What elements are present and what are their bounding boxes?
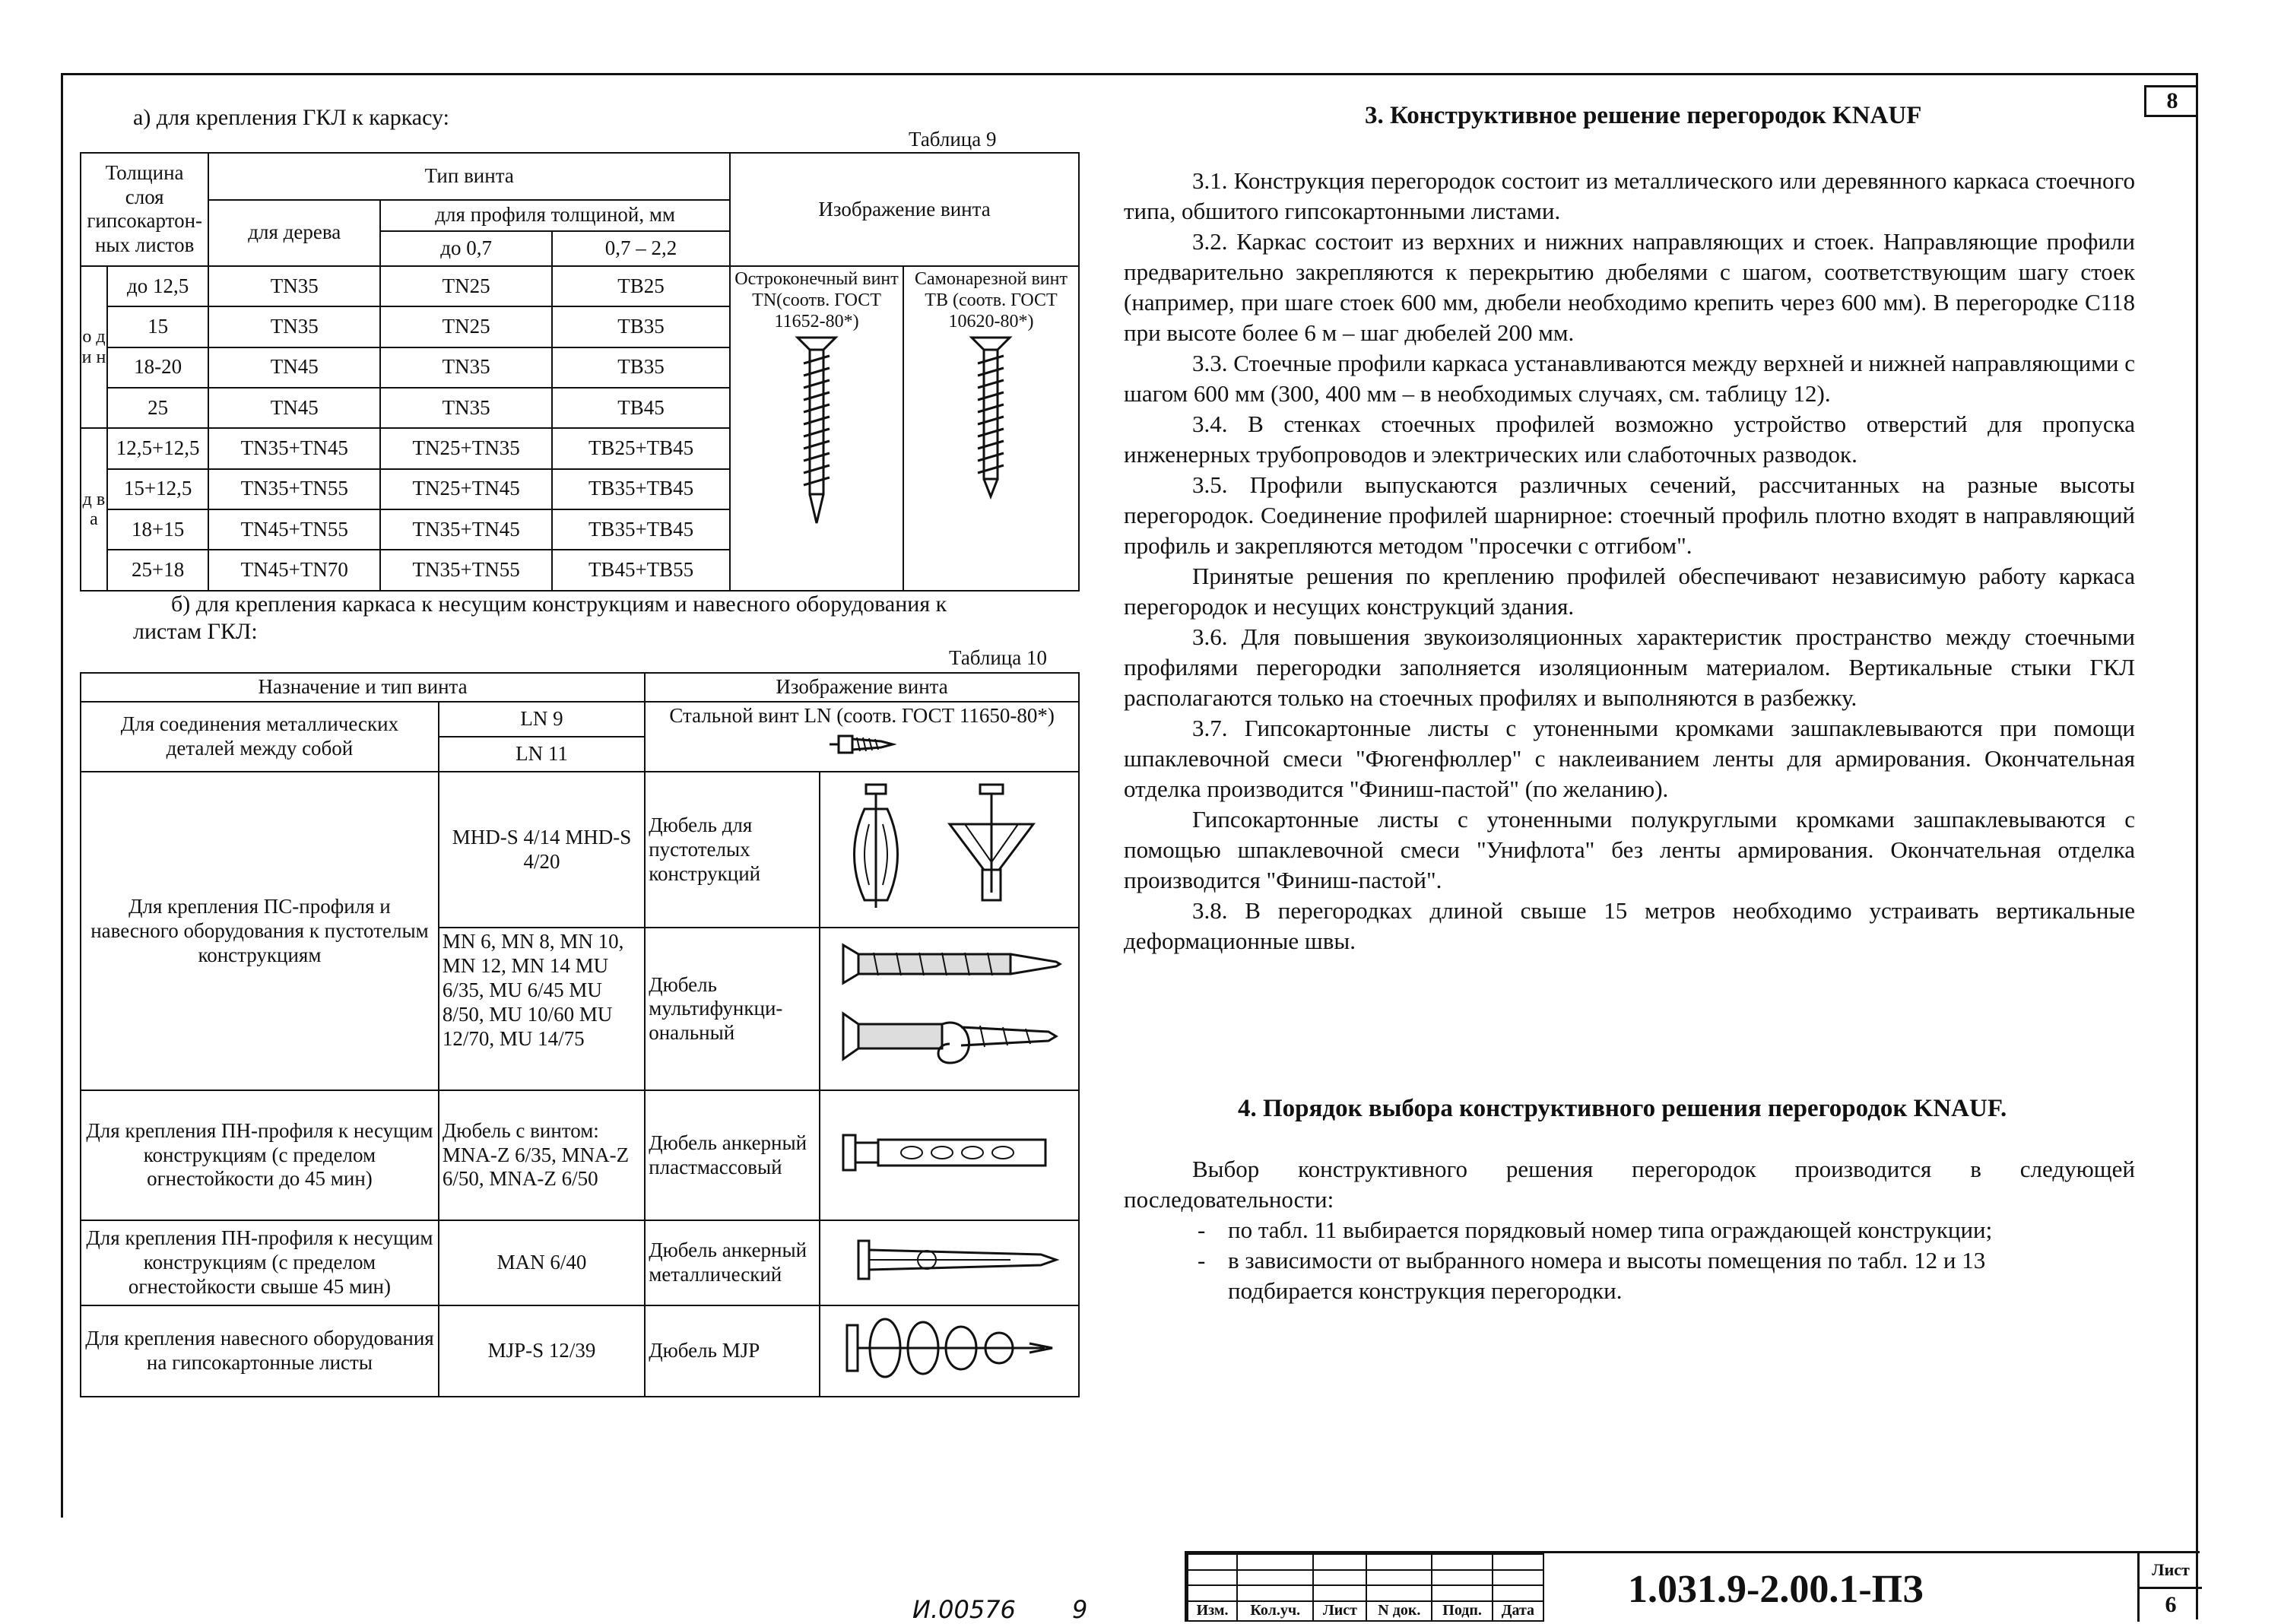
t10-r2b-desc: Дюбель мультифункци-ональный: [645, 928, 820, 1090]
section4-item: в зависимости от выбранного номера и высоты помещения по табл. 12 и 13 подбирается конструкция перегородки.: [1228, 1247, 1986, 1304]
t10-r1-image: [645, 702, 1079, 772]
page-frame-left: [61, 73, 63, 1518]
t9-cell: TB35: [552, 347, 730, 388]
t9-cell: 18+15: [107, 509, 208, 550]
t10-r1-type-a: LN 9: [439, 702, 645, 737]
section-b-caption-1: б) для крепления каркаса к несущим конструкциям и навесного оборудования к: [171, 592, 947, 617]
page-frame-top: [61, 73, 2197, 75]
t9-image-left: [730, 266, 903, 591]
table-10: [80, 672, 1080, 1397]
t9-cell: TN35: [208, 306, 380, 347]
t10-r4-desc: Дюбель анкерный металлический: [645, 1220, 820, 1305]
table-9: [80, 152, 1080, 592]
t10-r3-purpose: Для крепления ПН-профиля к несущим конструкциям (с пределом огнестойкости до 45 мин): [81, 1090, 439, 1220]
t10-r5-purpose: Для крепления навесного оборудования на гипсокартонные листы: [81, 1305, 439, 1397]
t9-cell: TN25+TN35: [380, 428, 552, 468]
t9-cell: TN25: [380, 306, 552, 347]
section4-bullet: -: [1198, 1216, 1206, 1243]
t9-cell: до 12,5: [107, 266, 208, 306]
t9-header-upto07: до 0,7: [380, 231, 552, 266]
stamp-col-date: Дата: [1493, 1601, 1543, 1621]
t9-cell: TN25: [380, 266, 552, 306]
section3-p3: 3.3. Стоечные профили каркаса устанавливаются между верхней и нижней направляющими с шагом 600 мм (300, 400 мм – в необходимых случаях, см. таблицу 12).: [1124, 350, 2135, 407]
table9-label: Таблица 9: [909, 128, 997, 151]
section4-item: по табл. 11 выбирается порядковый номер типа ограждающей конструкции;: [1228, 1216, 1993, 1243]
t10-r2-purpose: Для крепления ПС-профиля и навесного оборудования к пустотелым конструкциям: [81, 772, 439, 1090]
table10-label: Таблица 10: [949, 646, 1047, 669]
t10-r2a-image: [820, 772, 1079, 928]
t9-cell: 15: [107, 306, 208, 347]
t9-cell: TN35+TN55: [380, 550, 552, 591]
section3-p1: 3.1. Конструкция перегородок состоит из металлического или деревянного каркаса стоечного типа, обшитого гипсокартонными листами.: [1124, 167, 2135, 224]
sheet-number-box: [2137, 1553, 2202, 1622]
t9-cell: TB45+TB55: [552, 550, 730, 591]
section3-p9: Гипсокартонные листы с утоненными полукруглыми кромками зашпаклевываются с помощью шпаклевочной смеси "Унифлота" без ленты армирования. Окончательная отделка производится "Финиш-пастой".: [1124, 806, 2135, 893]
hollow-wall-anchor-icon: [836, 779, 1064, 915]
t10-r1-image-caption: Стальной винт LN (соотв. ГОСТ 11650-80*): [669, 703, 1055, 727]
section3-p2: 3.2. Каркас состоит из верхних и нижних направляющих и стоек. Направляющие профили предварительно закрепляются к перекрытию дюбелями с шагом, соответствующим шагу стоек (например, при шаге стоек 600 мм, дюбели необходимо крепить через 600 мм). В перегородке С118 при высоте более 6 м – шаг дюбелей 200 мм.: [1124, 228, 2135, 346]
section4-intro-block: [1124, 1154, 2135, 1215]
metal-anchor-icon: [836, 1233, 1064, 1286]
stamp-col-doc: N док.: [1366, 1601, 1432, 1621]
section3-p7: 3.6. Для повышения звукоизоляционных характеристик пространство между стоечными профилями перегородки заполняется изоляционным материалом. Вертикальные стыки ГКЛ располагаются только на стоечных профилях и выполняются в разбежку.: [1124, 623, 2135, 711]
t9-image-left-caption: Остроконечный винт TN(соотв. ГОСТ 11652-80*): [734, 268, 899, 332]
t9-cell: TB45: [552, 388, 730, 428]
handwritten-note: И.00576: [912, 1595, 1016, 1624]
t9-cell: TN45: [208, 388, 380, 428]
t9-header-range: 0,7 – 2,2: [552, 231, 730, 266]
section3-p8: 3.7. Гипсокартонные листы с утоненными кромками зашпаклевываются при помощи шпаклевочной смеси "Фюгенфюллер" с наклеиванием ленты для армирования. Окончательная отделка производится "Финиш-пастой" (по желанию).: [1124, 715, 2135, 802]
t9-cell: 12,5+12,5: [107, 428, 208, 468]
section4-intro: Выбор конструктивного решения перегородок производится в следующей последовательности:: [1124, 1156, 2135, 1213]
t10-r1-purpose: Для соединения металлических деталей между собой: [81, 702, 439, 772]
title-block: [1185, 1551, 2200, 1622]
section4-title: 4. Порядок выбора конструктивного решения перегородок KNAUF.: [1238, 1095, 2007, 1122]
plastic-anchor-icon: [836, 1126, 1064, 1179]
t9-header-wood: для дерева: [208, 200, 380, 266]
t10-r1-type-b: LN 11: [439, 737, 645, 772]
t9-cell: TN35+TN55: [208, 469, 380, 509]
t9-cell: TN45+TN70: [208, 550, 380, 591]
t9-cell: 18-20: [107, 347, 208, 388]
section3-title: 3. Конструктивное решение перегородок KNAUF: [1365, 102, 1922, 129]
t9-header-thickness: Толщина слоя гипсокартон-ных листов: [81, 153, 208, 266]
t9-cell: TN35: [380, 388, 552, 428]
section3-p4: 3.4. В стенках стоечных профилей возможно устройство отверстий для пропуска инженерных трубопроводов и электрических или слаботочных разводок.: [1124, 411, 2135, 468]
stamp-col-change: Изм.: [1188, 1601, 1237, 1621]
section-b-caption-2: листам ГКЛ:: [133, 619, 258, 644]
t9-cell: TB35+TB45: [552, 469, 730, 509]
t9-group-two: д в а: [81, 428, 107, 591]
stamp-col-sign: Подп.: [1432, 1601, 1492, 1621]
t9-header-image: Изображение винта: [730, 153, 1079, 266]
t9-cell: 25: [107, 388, 208, 428]
section3-p6: Принятые решения по креплению профилей обеспечивают независимую работу каркаса перегородок и несущих конструкций здания.: [1124, 563, 2135, 620]
t9-header-screw-type: Тип винта: [208, 153, 730, 200]
document-code: 1.031.9-2.00.1-ПЗ: [1628, 1568, 1924, 1611]
t9-header-profile: для профиля толщиной, мм: [380, 200, 730, 231]
sheet-number: 6: [2165, 1592, 2177, 1617]
t9-cell: TB35+TB45: [552, 509, 730, 550]
t10-r3-image: [820, 1090, 1079, 1220]
steel-screw-icon: [828, 731, 896, 757]
section3-body: [1124, 166, 2135, 956]
t10-r3-type: Дюбель с винтом: MNA-Z 6/35, MNA-Z 6/50, MNA-Z 6/50: [439, 1090, 645, 1220]
t9-cell: TB35: [552, 306, 730, 347]
sheet-label: Лист: [2140, 1553, 2202, 1589]
t9-cell: TN35: [208, 266, 380, 306]
t10-r3-desc: Дюбель анкерный пластмассовый: [645, 1090, 820, 1220]
t10-r5-image: [820, 1305, 1079, 1397]
t10-header-image: Изображение винта: [645, 673, 1079, 702]
t10-r2b-image: [820, 928, 1079, 1090]
t10-r2b-type: MN 6, MN 8, MN 10, MN 12, MN 14 MU 6/35, MU 6/45 MU 8/50, MU 10/60 MU 12/70, MU 14/75: [439, 928, 645, 1090]
self-tapping-screw-icon: [964, 333, 1017, 508]
multifunction-anchor-icon: [828, 930, 1071, 1082]
section4-bullet: -: [1198, 1247, 1206, 1274]
t9-image-right-caption: Самонарезной винт TB (соотв. ГОСТ 10620-80*): [915, 268, 1068, 332]
stamp-grid: [1187, 1553, 1544, 1622]
t9-group-one: о д и н: [81, 266, 107, 429]
t10-r4-purpose: Для крепления ПН-профиля к несущим конструкциям (с пределом огнестойкости свыше 45 мин): [81, 1220, 439, 1305]
t9-cell: TB25+TB45: [552, 428, 730, 468]
t9-cell: TN35: [380, 347, 552, 388]
t9-cell: TN35+TN45: [208, 428, 380, 468]
mjp-anchor-icon: [839, 1310, 1060, 1386]
t9-cell: TN45+TN55: [208, 509, 380, 550]
stamp-col-sheet: Лист: [1313, 1601, 1366, 1621]
t10-r5-type: MJP-S 12/39: [439, 1305, 645, 1397]
t10-r5-desc: Дюбель MJP: [645, 1305, 820, 1397]
t9-cell: 15+12,5: [107, 469, 208, 509]
t10-r4-type: MAN 6/40: [439, 1220, 645, 1305]
section-a-caption: а) для крепления ГКЛ к каркасу:: [133, 105, 449, 130]
t9-cell: TN45: [208, 347, 380, 388]
t10-r2a-desc: Дюбель для пустотелых конструкций: [645, 772, 820, 928]
page-frame-right: [2196, 73, 2198, 1619]
t9-cell: TB25: [552, 266, 730, 306]
pointed-screw-icon: [790, 333, 843, 531]
t10-r2a-type: MHD-S 4/14 MHD-S 4/20: [439, 772, 645, 928]
t9-cell: 25+18: [107, 550, 208, 591]
t9-image-right: [903, 266, 1079, 591]
section3-p10: 3.8. В перегородках длиной свыше 15 метров необходимо устраивать вертикальные деформационные швы.: [1124, 897, 2135, 954]
section3-p5: 3.5. Профили выпускаются различных сечений, рассчитанных на разные высоты перегородок. Соединение профилей шарнирное: стоечный профиль плотно входят в направляющий профиль и закрепляются методом "просечки с отгибом".: [1124, 471, 2135, 559]
t10-header-purpose: Назначение и тип винта: [81, 673, 645, 702]
t9-cell: TN35+TN45: [380, 509, 552, 550]
stamp-col-qty: Кол.уч.: [1237, 1601, 1313, 1621]
t9-cell: TN25+TN45: [380, 469, 552, 509]
t10-r4-image: [820, 1220, 1079, 1305]
handwritten-number: 9: [1072, 1595, 1088, 1624]
sheet-top-number: 8: [2144, 85, 2198, 117]
